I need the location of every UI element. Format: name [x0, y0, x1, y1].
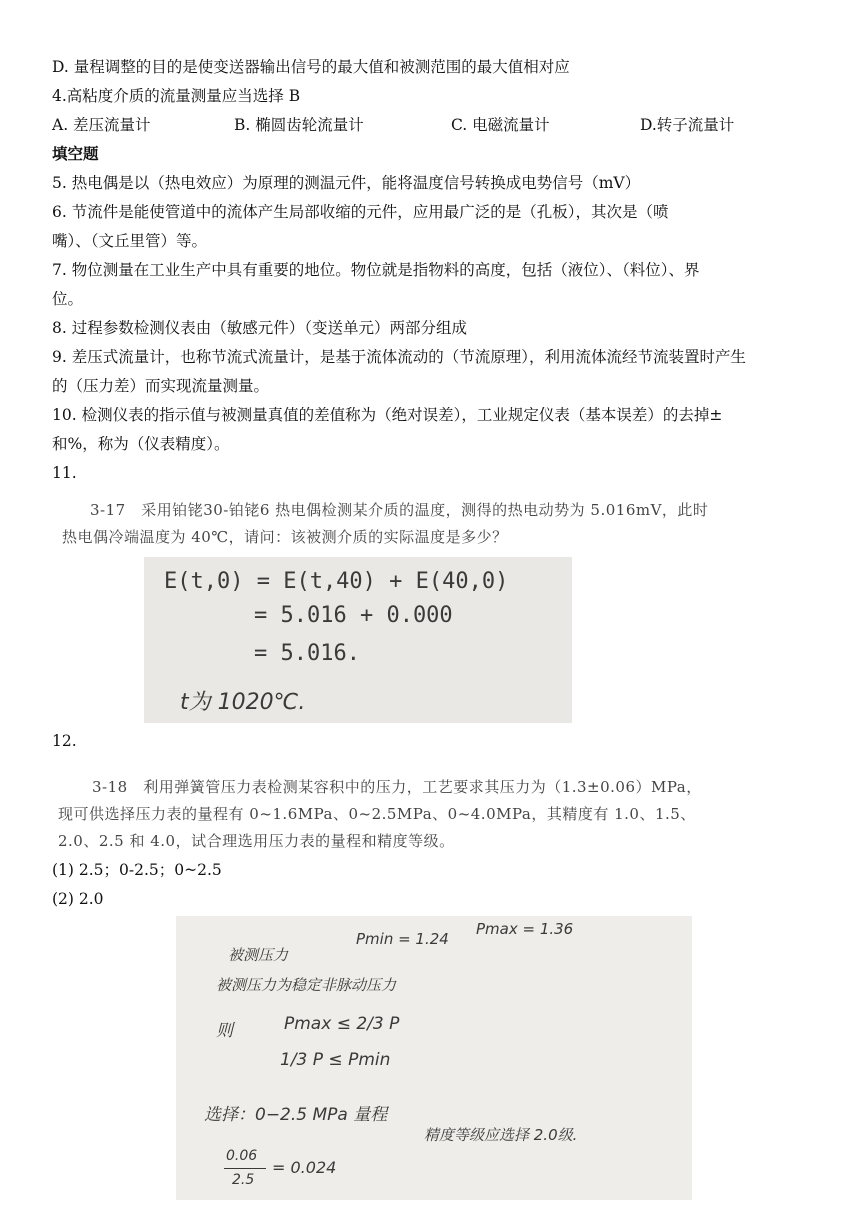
- q12-number: 12.: [52, 732, 77, 750]
- q4-option-c: C. 电磁流量计: [451, 116, 550, 134]
- hw1-line4: t为 1020℃.: [180, 690, 306, 715]
- hw2-line2: 被测压力为稳定非脉动压力: [216, 976, 397, 994]
- q6-text-line2: 嘴）、（文丘里管）等。: [52, 232, 208, 250]
- section-heading: 填空题: [52, 144, 99, 163]
- hw1-line1: E(t,0) = E(t,40) + E(40,0): [164, 569, 509, 594]
- q4-option-b: B. 椭圆齿轮流量计: [234, 116, 364, 134]
- problem-3-17-line2: 热电偶冷端温度为 40℃，请问：该被测介质的实际温度是多少？: [62, 528, 508, 546]
- hw2-pmax: Pmax = 1.36: [476, 920, 574, 938]
- q5-text: 5. 热电偶是以（热电效应）为原理的测温元件，能将温度信号转换成电势信号（mV）: [52, 174, 641, 192]
- q10-text-line1: 10. 检测仪表的指示值与被测量真值的差值称为（绝对误差），工业规定仪表（基本误差）的去掉±: [52, 406, 723, 424]
- q9-text-line1: 9. 差压式流量计，也称节流式流量计，是基于流体流动的（节流原理），利用流体流经节流装置时产生: [52, 348, 746, 366]
- q7-text-line2: 位。: [52, 290, 84, 308]
- q4-question: 4.高粘度介质的流量测量应当选择 B: [52, 87, 301, 105]
- q7-text-line1: 7. 物位测量在工业生产中具有重要的地位。物位就是指物料的高度，包括（液位）、（料位）、界: [52, 261, 700, 279]
- handwriting-photo-1: [144, 557, 572, 723]
- problem-3-17-line1: 3-17 采用铂铑30-铂铑6 热电偶检测某介质的温度，测得的热电动势为 5.016mV，此时: [90, 501, 709, 519]
- q4-option-a: A. 差压流量计: [52, 116, 151, 134]
- hw2-fraction-den: 2.5: [232, 1172, 255, 1188]
- problem-3-18-line1: 3-18 利用弹簧管压力表检测某容积中的压力，工艺要求其压力为（1.3±0.06）MPa，: [92, 778, 702, 796]
- q10-text-line2: 和%，称为（仪表精度）。: [52, 435, 230, 453]
- hw2-line5: 选择：0−2.5 MPa 量程: [204, 1105, 388, 1125]
- hw2-ratio: = 0.024: [272, 1158, 337, 1177]
- q4-option-d: D.转子流量计: [640, 116, 735, 134]
- hw1-line3: = 5.016.: [254, 641, 360, 666]
- q11-number: 11.: [52, 464, 77, 482]
- problem-3-18-line3: 2.0、2.5 和 4.0，试合理选用压力表的量程和精度等级。: [58, 832, 455, 850]
- hw2-line4: 1/3 P ≤ Pmin: [280, 1050, 391, 1070]
- answer-12-part1: (1) 2.5；0-2.5；0~2.5: [52, 861, 222, 879]
- q9-text-line2: 的（压力差）而实现流量测量。: [52, 377, 270, 395]
- hw2-fraction-num: 0.06: [226, 1148, 258, 1164]
- hw1-line2: = 5.016 + 0.000: [254, 603, 453, 628]
- hw2-line3a: 则: [216, 1021, 233, 1041]
- q3-option-d: D. 量程调整的目的是使变送器输出信号的最大值和被测范围的最大值相对应: [52, 58, 570, 76]
- hw2-pmin: Pmin = 1.24: [356, 930, 449, 948]
- answer-12-part2: (2) 2.0: [52, 890, 104, 908]
- hw2-fraction-bar: [224, 1168, 266, 1169]
- q8-text: 8. 过程参数检测仪表由（敏感元件）（变送单元）两部分组成: [52, 319, 467, 337]
- q6-text-line1: 6. 节流件是能使管道中的流体产生局部收缩的元件，应用最广泛的是（孔板），其次是（喷: [52, 203, 669, 221]
- handwriting-photo-2: [176, 916, 692, 1200]
- hw2-conclusion: 精度等级应选择 2.0级.: [424, 1126, 578, 1144]
- problem-3-18-line2: 现可供选择压力表的量程有 0~1.6MPa、0~2.5MPa、0~4.0MPa，其精度有 1.0、1.5、: [58, 805, 696, 823]
- hw2-line1: 被测压力: [228, 946, 289, 964]
- hw2-line3b: Pmax ≤ 2/3 P: [284, 1014, 400, 1034]
